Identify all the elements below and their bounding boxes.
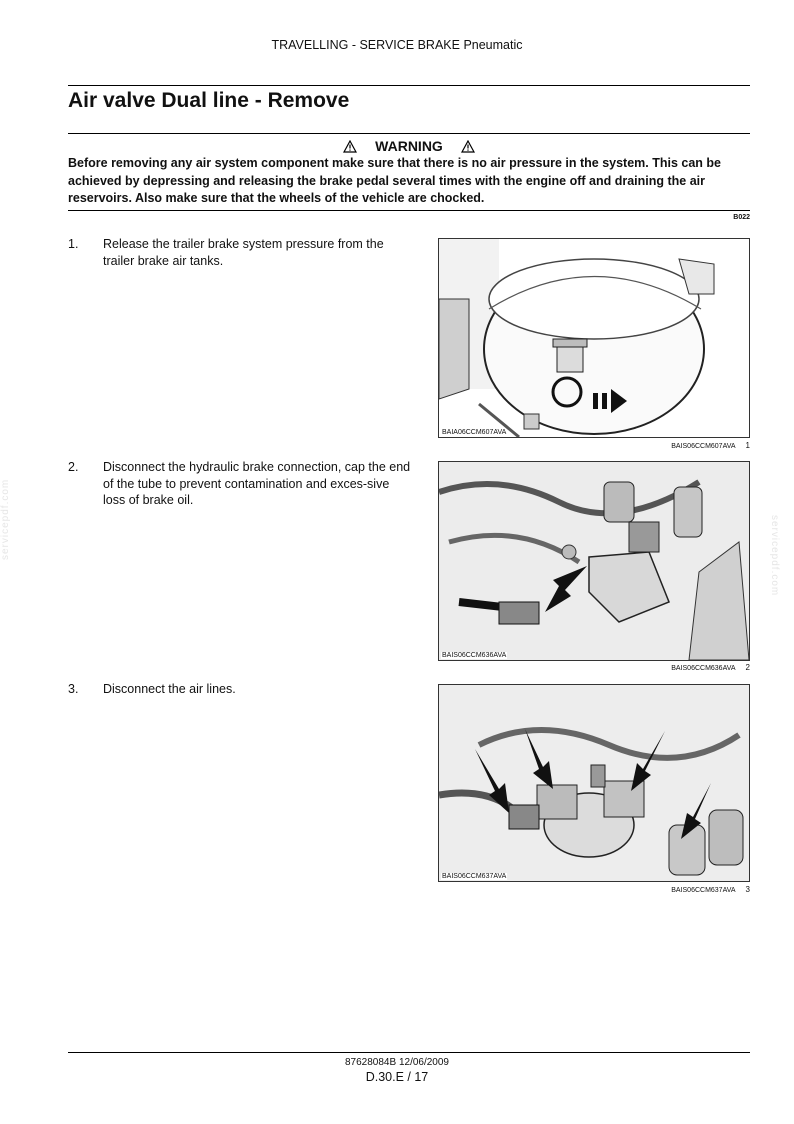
figure-1-photo — [438, 238, 750, 438]
step-text: Disconnect the air lines. — [103, 682, 236, 696]
step-item — [68, 236, 413, 269]
watermark-right: servicepdf.com — [769, 515, 780, 597]
figure-caption-code: BAIS06CCM636AVA — [671, 665, 736, 672]
figure-number: 1 — [745, 441, 750, 450]
warning-rule — [68, 210, 750, 211]
air-tank-illustration — [439, 239, 749, 437]
warning-text: Before removing any air system component make sure that there is no air pressure in the system. This can be achieved by depressing and releasing the brake pedal several times with the engine off and draining the air reservoirs. Also make sure that the wheels of the vehicle are chocked. — [68, 156, 721, 205]
hydraulic-connection-illustration — [439, 462, 749, 660]
footer-rule — [68, 1052, 750, 1053]
step-text: Disconnect the hydraulic brake connection, cap the end of the tube to prevent contamination and exces-sive loss of brake oil. — [103, 460, 411, 507]
figure-caption-code: BAIS06CCM607AVA — [671, 443, 736, 450]
warning-triangle-icon — [461, 140, 475, 156]
figure-caption-code: BAIS06CCM637AVA — [671, 887, 736, 894]
figure-image-label: BAIS06CCM636AVA — [442, 652, 507, 659]
header-rule — [68, 85, 750, 86]
footer-doc-ref: 87628084B 12/06/2009 — [345, 1057, 449, 1068]
warning-triangle-icon — [343, 140, 357, 156]
step-item — [68, 681, 413, 698]
step-number: 3. — [68, 682, 79, 696]
warning-heading: WARNING — [375, 138, 443, 154]
step-item — [68, 459, 413, 509]
title-rule — [68, 133, 750, 134]
footer-page-number: D.30.E / 17 — [365, 1070, 429, 1084]
step-number: 1. — [68, 237, 79, 251]
figure-number: 3 — [745, 885, 750, 894]
figure-3-photo — [438, 684, 750, 882]
running-header: TRAVELLING - SERVICE BRAKE Pneumatic — [271, 38, 523, 52]
figure-2-photo — [438, 461, 750, 661]
page-title: Air valve Dual line - Remove — [68, 89, 350, 112]
warning-code: B022 — [733, 214, 750, 221]
figure-image-label: BAIS06CCM637AVA — [442, 873, 507, 880]
watermark-left: servicepdf.com — [0, 478, 11, 560]
figure-caption — [671, 663, 750, 672]
figure-image-label: BAIA06CCM607AVA — [442, 429, 507, 436]
step-number: 2. — [68, 460, 79, 474]
warning-heading-row — [68, 138, 750, 156]
air-lines-illustration — [439, 685, 749, 881]
figure-caption — [671, 441, 750, 450]
step-text: Release the trailer brake system pressure from the trailer brake air tanks. — [103, 237, 384, 268]
figure-caption — [671, 885, 750, 894]
figure-number: 2 — [745, 663, 750, 672]
